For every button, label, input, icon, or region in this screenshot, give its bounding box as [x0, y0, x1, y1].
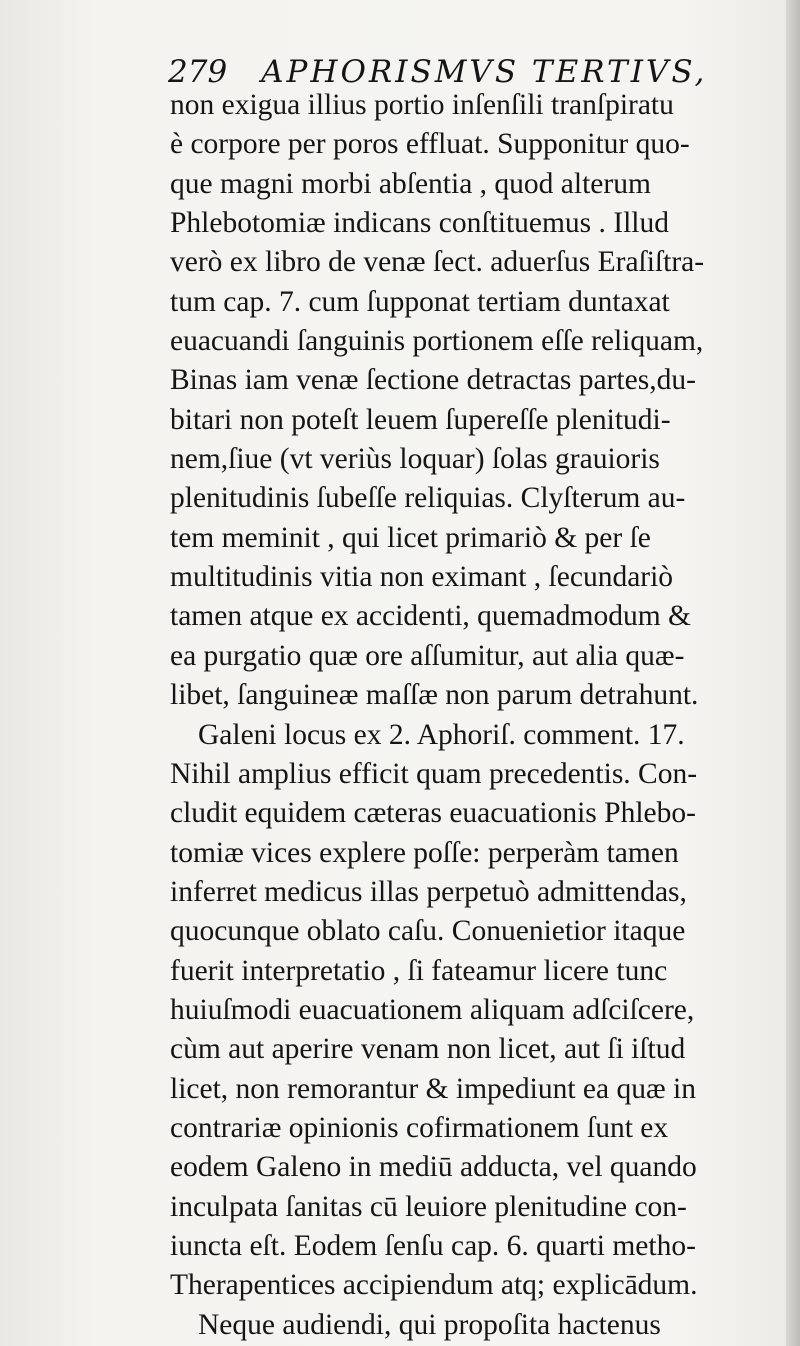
text-line: bitari non poteſt leuem ſupereſſe plenitudi- [170, 403, 671, 436]
text-line: nem,ſiue (vt veriùs loquar) ſolas grauioris [170, 443, 660, 476]
text-line: contrariæ opinionis cofirmationem ſunt ex [170, 1111, 669, 1144]
text-line: libet, ſanguineæ maſſæ non parum detrahunt. [170, 679, 699, 712]
text-line: iuncta eſt. Eodem ſenſu cap. 6. quarti metho- [170, 1229, 696, 1262]
text-line: inculpata ſanitas cū leuiore plenitudine con- [170, 1190, 687, 1223]
text-line: huiuſmodi euacuationem aliquam adſciſcere, [170, 993, 695, 1026]
text-line: Phlebotomiæ indicans conſtituemus . Illud [170, 207, 670, 240]
text-line: è corpore per poros effluat. Supponitur quo- [170, 128, 690, 161]
text-line: Galeni locus ex 2. Aphoriſ. comment. 17. [198, 718, 685, 751]
text-line: licet, non remorantur & impediunt ea quæ in [170, 1072, 696, 1105]
text-line: Binas iam venæ ſectione detractas partes,du- [170, 364, 696, 397]
text-line: euacuandi ſanguinis portionem eſſe reliquam, [170, 325, 704, 358]
text-line: tamen atque ex accidenti, quemadmodum & [170, 600, 691, 633]
running-head: APHORISMVS TERTIVS, [261, 54, 708, 90]
text-line: cludit equidem cæteras euacuationis Phlebo- [170, 797, 696, 830]
text-line: non exigua illius portio inſenſili tranſpiratu [170, 89, 674, 121]
text-line: fuerit interpretatio , ſi fateamur licere tunc [170, 954, 668, 987]
text-line: inferret medicus illas perpetuò admittendas, [170, 875, 687, 908]
page-edge [786, 0, 800, 1346]
text-line: tum cap. 7. cum ſupponat tertiam duntaxat [170, 285, 670, 318]
text-line: eodem Galeno in mediū adducta, vel quando [170, 1151, 697, 1184]
text-line: multitudinis vitia non eximant , ſecundariò [170, 561, 674, 594]
text-line: tomiæ vices explere poſſe: perperàm tamen [170, 836, 679, 869]
body-text [170, 86, 770, 1345]
text-line: Therapentices accipiendum atq; explicādum. [170, 1269, 698, 1302]
text-line: tem meminit , qui licet primariò & per ſe [170, 521, 651, 554]
text-line: cùm aut aperire venam non licet, aut ſi iſtud [170, 1033, 686, 1066]
text-line: que magni morbi abſentia , quod alterum [170, 167, 651, 200]
text-line: verò ex libro de venæ ſect. aduerſus Eraſiſtra- [170, 246, 705, 279]
text-line: Neque audiendi, qui propoſita hactenus [198, 1308, 661, 1341]
text-line: ea purgatio quæ ore aſſumitur, aut alia quæ- [170, 639, 685, 672]
text-line: plenitudinis ſubeſſe reliquias. Clyſterum au- [170, 482, 686, 515]
text-line: quocunque oblato caſu. Conuenietior itaque [170, 915, 686, 948]
text-line: Nihil amplius efficit quam precedentis. Con- [170, 757, 698, 790]
page-number: 279 [168, 54, 228, 90]
